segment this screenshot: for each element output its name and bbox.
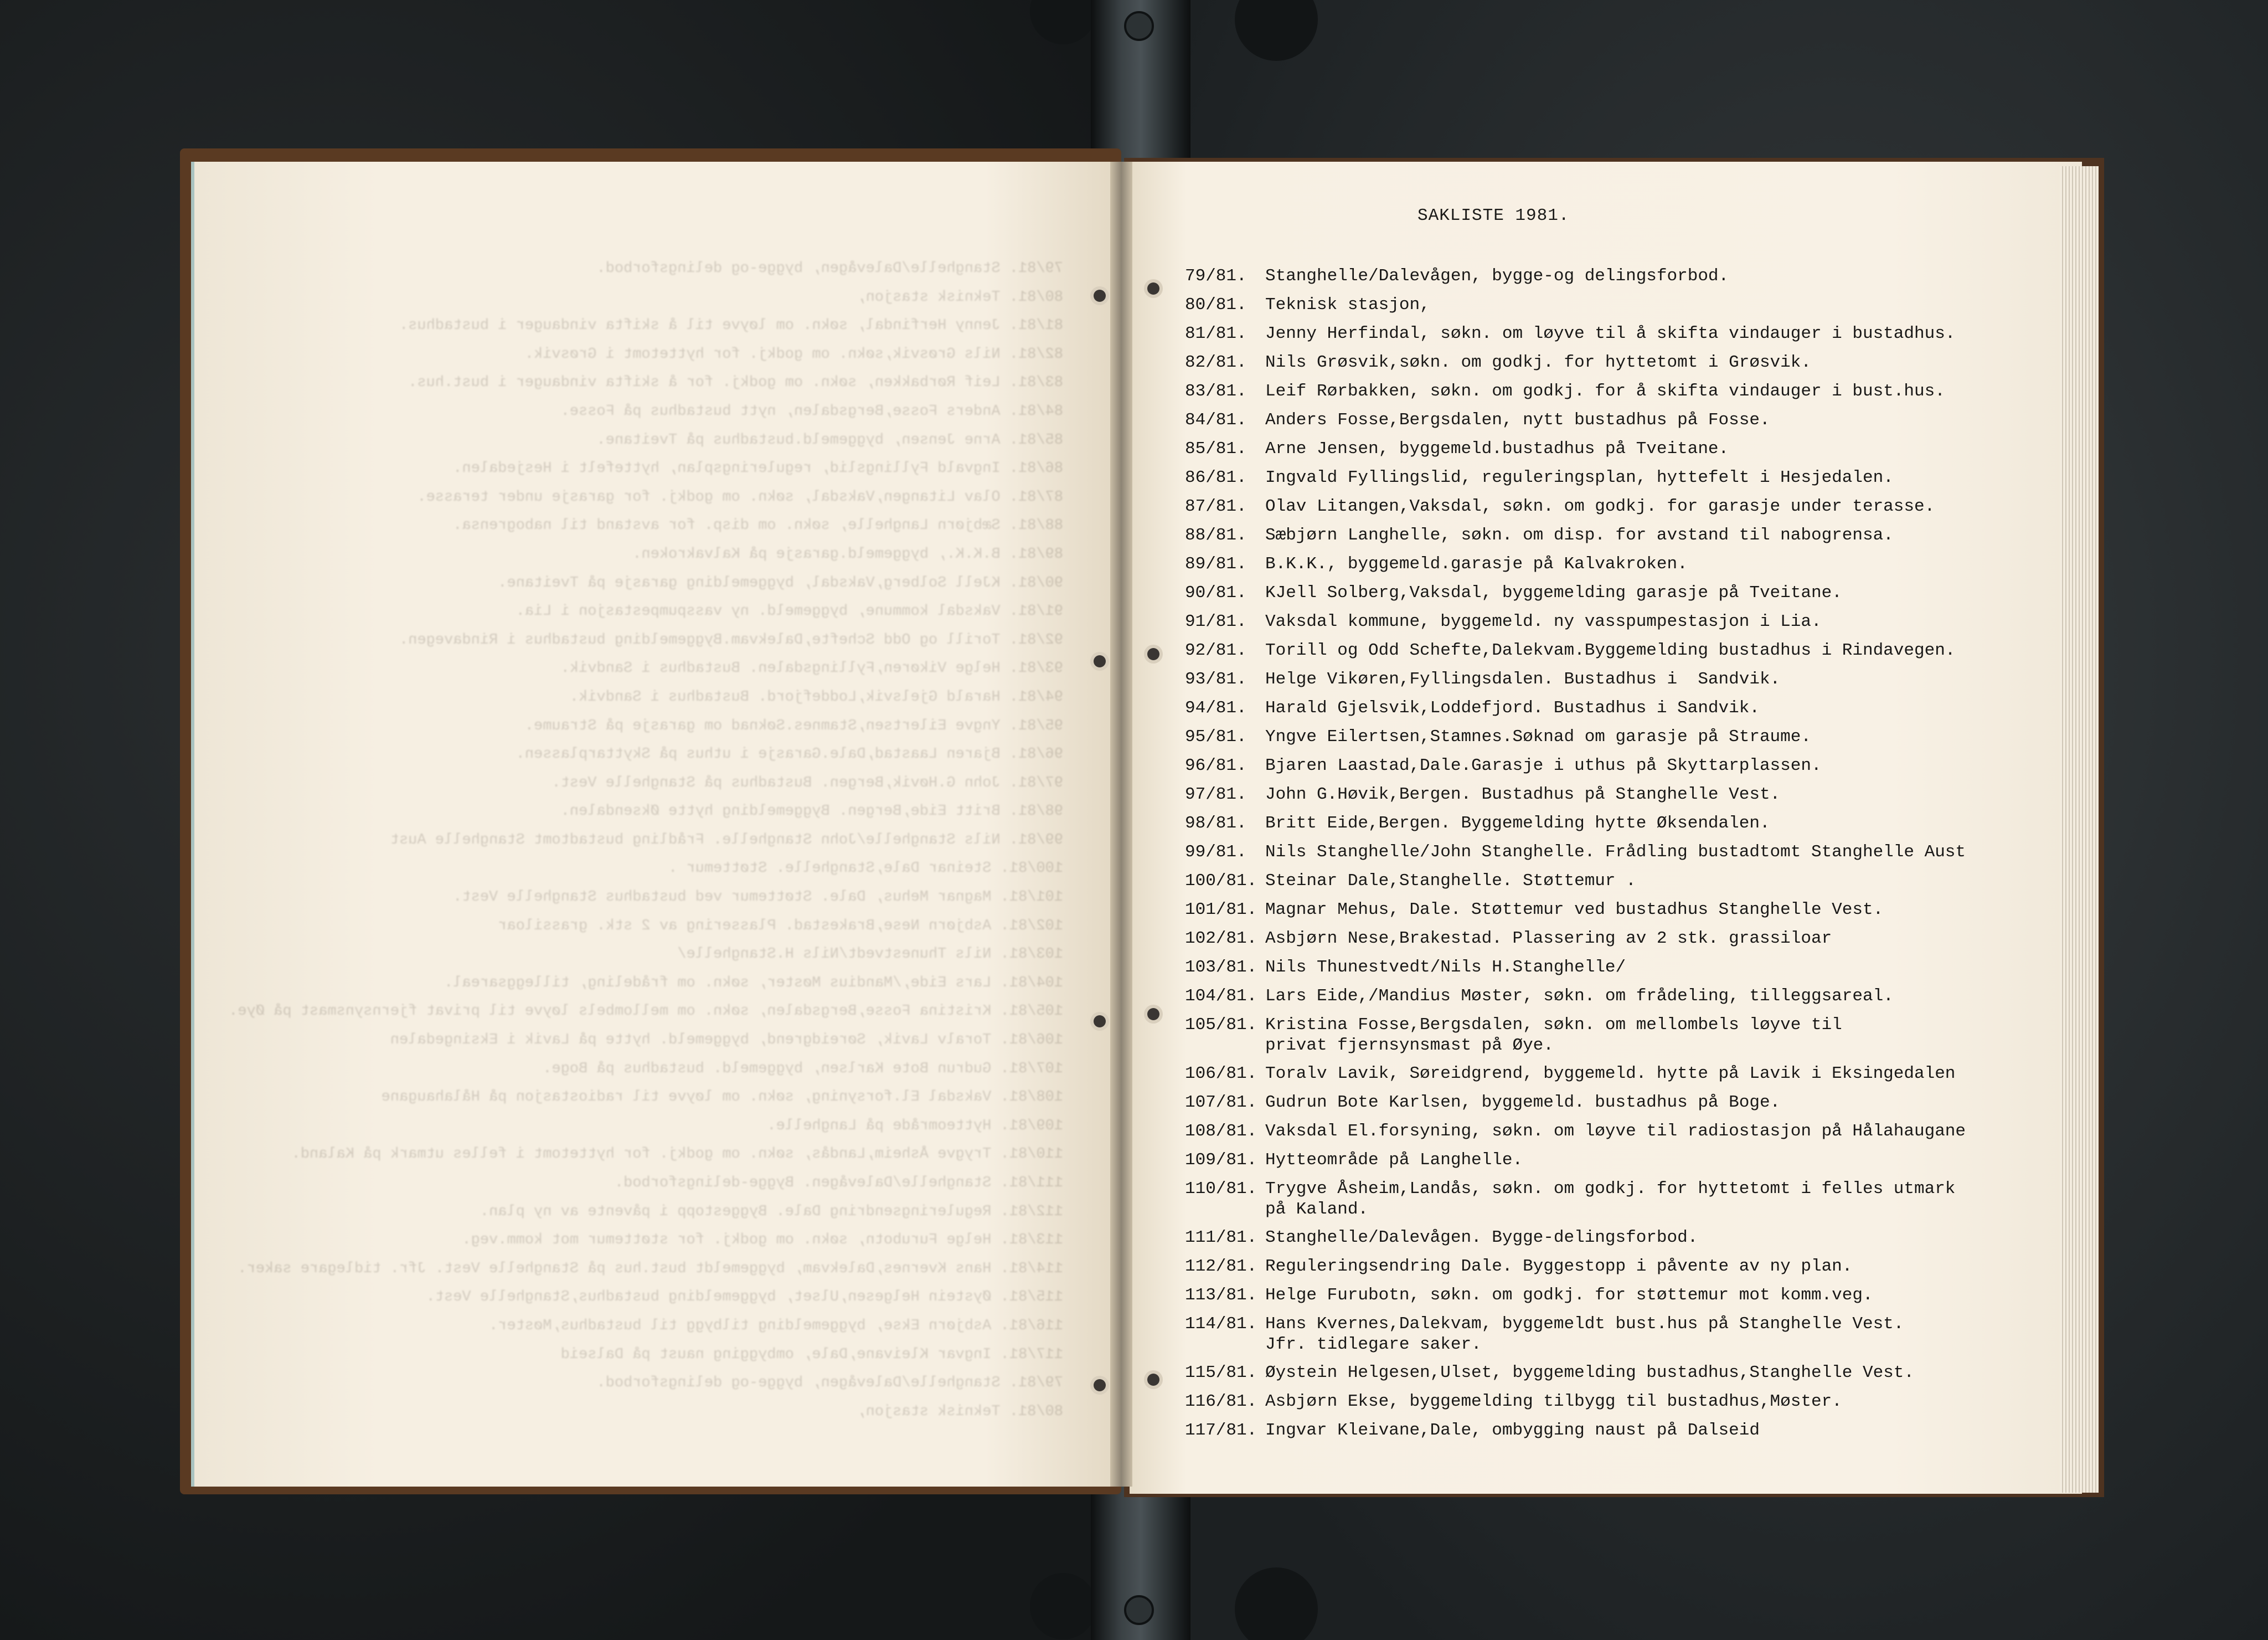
case-description: Toralv Lavik, Søreidgrend, byggemeld. hytte på Lavik i Eksingedalen	[1265, 1064, 1956, 1083]
list-item	[1185, 467, 2063, 496]
case-description: John G.Høvik,Bergen. Bustadhus på Stanghelle Vest.	[1265, 785, 1781, 804]
list-item	[1185, 727, 2063, 755]
case-number: 93/81.	[1185, 670, 1247, 689]
case-number: 86/81.	[1185, 468, 1247, 487]
case-number: 107/81.	[1185, 1093, 1257, 1112]
list-item	[1185, 554, 2063, 583]
bleed-line: 87/81. Olav Litangen,Vaksdal, søkn. om godkj. for garasje under terasse.	[417, 489, 1063, 506]
bleed-line: 81/81. Jenny Herfindal, søkn. om løyve til å skifta vindauger i bustadhus.	[399, 317, 1063, 335]
page-title: SAKLISTE 1981.	[1418, 206, 1570, 225]
case-description: Trygve Åsheim,Landås, søkn. om godkj. for hyttetomt i felles utmark på Kaland.	[1265, 1179, 1956, 1219]
punch-hole	[1094, 290, 1106, 302]
list-item	[1185, 1092, 2063, 1121]
case-description: Asbjørn Ekse, byggemelding tilbygg til bustadhus,Møster.	[1265, 1392, 1842, 1411]
case-description: Asbjørn Nese,Brakestad. Plassering av 2 stk. grassiloar	[1265, 929, 1832, 948]
bleed-line: 91/81. Vaksdal kommune, byggemeld. ny vasspumpestasjon i Lia.	[516, 603, 1063, 620]
case-number: 117/81.	[1185, 1421, 1257, 1440]
case-number: 81/81.	[1185, 324, 1247, 343]
case-number: 114/81.	[1185, 1314, 1257, 1334]
bleed-line: 79/81. Stanghelle/Dalevågen, bygge-og delingsforbod.	[596, 1375, 1063, 1392]
case-description: Yngve Eilertsen,Stamnes.Søknad om garasje på Straume.	[1265, 727, 1811, 747]
bleed-line: 111/81. Stanghelle/Dalevågen. Bygge-delingsforbod.	[614, 1175, 1063, 1191]
case-description: Olav Litangen,Vaksdal, søkn. om godkj. for garasje under terasse.	[1265, 497, 1935, 516]
case-number: 112/81.	[1185, 1257, 1257, 1276]
case-number: 98/81.	[1185, 814, 1247, 833]
case-number: 102/81.	[1185, 929, 1257, 948]
bleed-line: 112/81. Reguleringsendring Dale. Byggestopp i påvente av ny plan.	[480, 1203, 1063, 1220]
bleed-line: 80/81. Teknisk stasjon,	[857, 1403, 1063, 1420]
bleed-line: 109/81. Hytteområde på Langhelle.	[767, 1117, 1063, 1134]
list-item	[1185, 698, 2063, 727]
case-number: 109/81.	[1185, 1150, 1257, 1170]
list-item	[1185, 1015, 2063, 1063]
case-number: 90/81.	[1185, 583, 1247, 603]
bleed-line: 86/81. Ingvald Fyllingslid, reguleringsplan, hyttefelt i Hesjedalen.	[453, 460, 1063, 477]
case-description: Arne Jensen, byggemeld.bustadhus på Tveitane.	[1265, 439, 1729, 459]
binder-knob	[1124, 1595, 1154, 1625]
case-number: 101/81.	[1185, 900, 1257, 919]
list-item	[1185, 1179, 2063, 1227]
case-number: 79/81.	[1185, 266, 1247, 286]
list-item	[1185, 323, 2063, 352]
punch-hole	[1094, 1379, 1106, 1391]
case-number: 95/81.	[1185, 727, 1247, 747]
case-number: 83/81.	[1185, 382, 1247, 401]
case-number: 89/81.	[1185, 554, 1247, 574]
case-description: Britt Eide,Bergen. Byggemelding hytte Øksendalen.	[1265, 814, 1770, 833]
case-number: 97/81.	[1185, 785, 1247, 804]
case-number: 87/81.	[1185, 497, 1247, 516]
bleed-line: 106/81. Toralv Lavik, Søreidgrend, byggemeld. hytte på Lavik i Eksingedalen	[390, 1032, 1063, 1049]
punch-hole	[1094, 655, 1106, 667]
bleed-line: 99/81. Nils Stanghelle/John Stanghelle. Frådling bustadtomt Stanghelle Aust	[390, 831, 1063, 849]
list-item	[1185, 1063, 2063, 1092]
case-description: Anders Fosse,Bergsdalen, nytt bustadhus på Fosse.	[1265, 410, 1770, 430]
bleed-line: 89/81. B.K.K., byggemeld.garasje på Kalvakroken.	[632, 546, 1063, 563]
case-description: Bjaren Laastad,Dale.Garasje i uthus på Skyttarplassen.	[1265, 756, 1822, 775]
list-item	[1185, 381, 2063, 410]
case-number: 82/81.	[1185, 353, 1247, 372]
list-item	[1185, 525, 2063, 554]
case-description: Gudrun Bote Karlsen, byggemeld. bustadhus på Boge.	[1265, 1093, 1781, 1112]
case-description: B.K.K., byggemeld.garasje på Kalvakroken.	[1265, 554, 1688, 574]
case-description: Teknisk stasjon,	[1265, 295, 1430, 315]
bleed-line: 107/81. Gudrun Bote Karlsen, byggemeld. bustadhus på Boge.	[543, 1060, 1063, 1077]
case-number: 103/81.	[1185, 958, 1257, 977]
list-item	[1185, 1150, 2063, 1179]
punch-hole	[1147, 282, 1159, 295]
bleed-line: 90/81. KJell Solberg,Vaksdal, byggemelding garasje på Tveitane.	[498, 574, 1063, 592]
case-number: 105/81.	[1185, 1015, 1257, 1035]
case-number: 96/81.	[1185, 756, 1247, 775]
list-item	[1185, 669, 2063, 698]
bleed-line: 98/81. Britt Eide,Bergen. Byggemelding hytte Øksendalen.	[560, 803, 1063, 820]
case-description: Helge Furubotn, søkn. om godkj. for støttemur mot komm.veg.	[1265, 1286, 1873, 1305]
bleed-line: 110/81. Trygve Åsheim,Landås, søkn. om godkj. for hyttetomt i felles utmark på Kaland.	[291, 1146, 1063, 1163]
bleed-line: 92/81. Torill og Odd Schefte,Dalekvam.Byggemelding bustadhus i Rindavegen.	[399, 631, 1063, 649]
list-item	[1185, 1285, 2063, 1314]
case-description: Stanghelle/Dalevågen, bygge-og delingsforbod.	[1265, 266, 1729, 286]
bleed-line: 88/81. Sæbjørn Langhelle, søkn. om disp. for avstand til nabogrensa.	[453, 517, 1063, 534]
case-description: Øystein Helgesen,Ulset, byggemelding bustadhus,Stanghelle Vest.	[1265, 1363, 1914, 1382]
list-item	[1185, 1391, 2063, 1420]
bleed-line: 79/81. Stanghelle/Dalevågen, bygge-og delingsforbod.	[596, 260, 1063, 277]
list-item	[1185, 871, 2063, 899]
case-list	[1185, 266, 2063, 1449]
list-item	[1185, 928, 2063, 957]
list-item	[1185, 899, 2063, 928]
list-item	[1185, 611, 2063, 640]
list-item	[1185, 295, 2063, 323]
list-item	[1185, 496, 2063, 525]
list-item	[1185, 266, 2063, 295]
case-number: 111/81.	[1185, 1228, 1257, 1247]
case-number: 94/81.	[1185, 698, 1247, 718]
bleed-line: 116/81. Asbjørn Ekse, byggemelding tilbygg til bustadhus,Møster.	[489, 1317, 1063, 1334]
case-number: 88/81.	[1185, 526, 1247, 545]
case-description: Magnar Mehus, Dale. Støttemur ved bustadhus Stanghelle Vest.	[1265, 900, 1884, 919]
list-item	[1185, 439, 2063, 467]
list-item	[1185, 1256, 2063, 1285]
case-number: 106/81.	[1185, 1064, 1257, 1083]
bleed-line: 115/81. Øystein Helgesen,Ulset, byggemelding bustadhus,Stanghelle Vest.	[426, 1289, 1063, 1306]
bleed-line: 84/81. Anders Fosse,Bergsdalen, nytt bustadhus på Fosse.	[560, 403, 1063, 420]
bleed-line: 108/81. Vaksdal El.forsyning, søkn. om løyve til radiostasjon på Hålahaugane	[381, 1089, 1063, 1106]
bleed-line: 80/81. Teknisk stasjon,	[857, 289, 1063, 306]
list-item	[1185, 986, 2063, 1015]
case-number: 104/81.	[1185, 986, 1257, 1006]
case-description: Kristina Fosse,Bergsdalen, søkn. om mellombels løyve til privat fjernsynsmast på Øye.	[1265, 1015, 1842, 1055]
case-description: Jenny Herfindal, søkn. om løyve til å skifta vindauger i bustadhus.	[1265, 324, 1956, 343]
list-item	[1185, 755, 2063, 784]
case-description: Steinar Dale,Stanghelle. Støttemur .	[1265, 871, 1636, 891]
case-description: Hytteområde på Langhelle.	[1265, 1150, 1523, 1170]
case-description: Ingvald Fyllingslid, reguleringsplan, hyttefelt i Hesjedalen.	[1265, 468, 1894, 487]
case-number: 116/81.	[1185, 1392, 1257, 1411]
case-description: KJell Solberg,Vaksdal, byggemelding garasje på Tveitane.	[1265, 583, 1842, 603]
punch-hole	[1094, 1015, 1106, 1027]
page-edges	[2060, 166, 2099, 1493]
case-description: Nils Grøsvik,søkn. om godkj. for hyttetomt i Grøsvik.	[1265, 353, 1811, 372]
list-item	[1185, 842, 2063, 871]
case-number: 84/81.	[1185, 410, 1247, 430]
list-item	[1185, 1420, 2063, 1449]
case-description: Ingvar Kleivane,Dale, ombygging naust på Dalseid	[1265, 1421, 1760, 1440]
case-description: Hans Kvernes,Dalekvam, byggemeldt bust.hus på Stanghelle Vest. Jfr. tidlegare saker.	[1265, 1314, 1904, 1354]
bleed-line: 104/81. Lars Eide,/Mandius Møster, søkn. om frådeling, tilleggsareal.	[444, 974, 1063, 991]
case-description: Lars Eide,/Mandius Møster, søkn. om frådeling, tilleggsareal.	[1265, 986, 1894, 1006]
bleed-through-text	[199, 260, 1063, 1451]
bleed-line: 100/81. Steinar Dale,Stanghelle. Støttemur .	[668, 860, 1063, 877]
list-item	[1185, 813, 2063, 842]
bleed-line: 95/81. Yngve Eilertsen,Stamnes.Søknad om garasje på Straume.	[524, 717, 1063, 734]
list-item	[1185, 784, 2063, 813]
case-number: 92/81.	[1185, 641, 1247, 660]
bleed-line: 93/81. Helge Vikøren,Fyllingsdalen. Bustadhus i Sandvik.	[560, 660, 1063, 677]
bleed-line: 82/81. Nils Grøsvik,søkn. om godkj. for hyttetomt i Grøsvik.	[524, 346, 1063, 363]
case-description: Nils Stanghelle/John Stanghelle. Frådling bustadtomt Stanghelle Aust	[1265, 842, 1966, 862]
case-number: 110/81.	[1185, 1179, 1257, 1199]
page-content	[1185, 206, 2063, 1463]
case-number: 108/81.	[1185, 1122, 1257, 1141]
bleed-line: 114/81. Hans Kvernes,Dalekvam, byggemeldt bust.hus på Stanghelle Vest. Jfr. tidlegare saker.	[238, 1260, 1063, 1277]
bleed-line: 83/81. Leif Rørbakken, søkn. om godkj. for å skifta vindauger i bust.hus.	[408, 374, 1063, 392]
case-number: 80/81.	[1185, 295, 1247, 315]
list-item	[1185, 410, 2063, 439]
bleed-line: 97/81. John G.Høvik,Bergen. Bustadhus på Stanghelle Vest.	[551, 774, 1063, 791]
list-item	[1185, 640, 2063, 669]
book-gutter	[1110, 162, 1132, 1487]
case-number: 85/81.	[1185, 439, 1247, 459]
bleed-line: 113/81. Helge Furubotn, søkn. om godkj. for støttemur mot komm.veg.	[462, 1232, 1063, 1249]
case-description: Leif Rørbakken, søkn. om godkj. for å skifta vindauger i bust.hus.	[1265, 382, 1945, 401]
list-item	[1185, 1314, 2063, 1363]
bleed-line: 105/81. Kristina Fosse,Bergsdalen, søkn. om mellombels løyve til privat fjernsynsmast på Øye.	[229, 1003, 1063, 1020]
case-description: Harald Gjelsvik,Loddefjord. Bustadhus i Sandvik.	[1265, 698, 1760, 718]
list-item	[1185, 1363, 2063, 1391]
punch-hole	[1147, 1008, 1159, 1020]
punch-hole	[1147, 648, 1159, 660]
case-number: 91/81.	[1185, 612, 1247, 631]
case-number: 100/81.	[1185, 871, 1257, 891]
background-disc	[1030, 1573, 1096, 1639]
bleed-line: 96/81. Bjaren Laastad,Dale.Garasje i uthus på Skyttarplassen.	[516, 746, 1063, 763]
case-description: Vaksdal El.forsyning, søkn. om løyve til radiostasjon på Hålahaugane	[1265, 1122, 1966, 1141]
list-item	[1185, 957, 2063, 986]
case-description: Nils Thunestvedt/Nils H.Stanghelle/	[1265, 958, 1626, 977]
list-item	[1185, 583, 2063, 611]
case-description: Vaksdal kommune, byggemeld. ny vasspumpestasjon i Lia.	[1265, 612, 1822, 631]
bleed-line: 101/81. Magnar Mehus, Dale. Støttemur ved bustadhus Stanghelle Vest.	[453, 889, 1063, 906]
case-description: Reguleringsendring Dale. Byggestopp i påvente av ny plan.	[1265, 1257, 1853, 1276]
bleed-line: 102/81. Asbjørn Nese,Brakestad. Plassering av 2 stk. grassiloar	[498, 917, 1063, 934]
punch-hole	[1147, 1374, 1159, 1386]
case-description: Stanghelle/Dalevågen. Bygge-delingsforbod.	[1265, 1228, 1698, 1247]
case-number: 113/81.	[1185, 1286, 1257, 1305]
list-item	[1185, 1121, 2063, 1150]
case-description: Helge Vikøren,Fyllingsdalen. Bustadhus i Sandvik.	[1265, 670, 1781, 689]
case-description: Torill og Odd Schefte,Dalekvam.Byggemelding bustadhus i Rindavegen.	[1265, 641, 1956, 660]
list-item	[1185, 352, 2063, 381]
bleed-line: 94/81. Harald Gjelsvik,Loddefjord. Bustadhus i Sandvik.	[569, 688, 1063, 706]
case-number: 99/81.	[1185, 842, 1247, 862]
bleed-line: 117/81. Ingvar Kleivane,Dale, ombygging naust på Dalseid	[560, 1346, 1063, 1363]
bleed-line: 85/81. Arne Jensen, byggemeld.bustadhus på Tveitane.	[596, 431, 1063, 449]
bleed-line: 103/81. Nils Thunestvedt/Nils H.Stanghelle/	[677, 946, 1063, 963]
case-description: Sæbjørn Langhelle, søkn. om disp. for avstand til nabogrensa.	[1265, 526, 1894, 545]
binder-knob	[1124, 11, 1154, 41]
case-number: 115/81.	[1185, 1363, 1257, 1382]
list-item	[1185, 1227, 2063, 1256]
